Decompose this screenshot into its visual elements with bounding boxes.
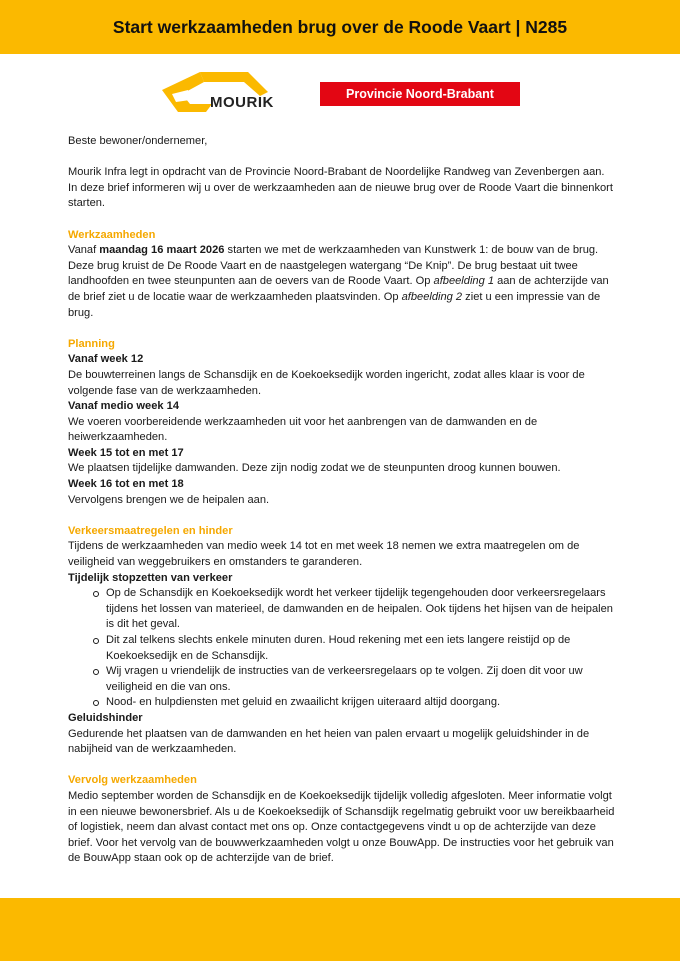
text-run: starten we met de werkzaamheden van Kunstwerk 1: de bouw van de brug. Deze brug kruist de De Roode Vaart en de naastgelegen watergang “De Knip”. De brug bestaat uit twee landhoofden en twee steunpunten aan de oevers van de Roode Vaart. Op [68, 244, 599, 288]
stopzetten-heading: Tijdelijk stopzetten van verkeer [68, 571, 233, 584]
mourik-logo-text: MOURIK [210, 94, 274, 111]
section-title-werkzaamheden: Werkzaamheden [68, 228, 156, 241]
afbeelding-2-ref: afbeelding 2 [401, 290, 463, 303]
header-bar [0, 0, 680, 54]
planning-text: We plaatsen tijdelijke damwanden. Deze zijn nodig zodat we de steunpunten droog kunnen bouwen. [68, 462, 561, 475]
planning-heading: Week 15 tot en met 17 [68, 446, 184, 459]
geluidshinder-heading: Geluidshinder [68, 711, 143, 724]
planning-heading: Week 16 tot en met 18 [68, 478, 184, 491]
planning-text: We voeren voorbereidende werkzaamheden uit voor het aanbrengen van de damwanden en de heiwerkzaamheden. [68, 415, 538, 444]
text-run: ziet u een impressie van de brug. [68, 290, 601, 319]
section-title-vervolg: Vervolg werkzaamheden [68, 774, 197, 787]
letter-body [68, 134, 616, 867]
bullet-item: Nood- en hulpdiensten met geluid en zwaailicht krijgen uiteraard altijd doorgang. [106, 695, 616, 711]
text-run: aan de achterzijde van de brief ziet u de locatie waar de werkzaamheden plaatsvinden. Op [68, 275, 609, 303]
planning-heading: Vanaf week 12 [68, 353, 144, 366]
page-title: Start werkzaamheden brug over de Roode Vaart | N285 [112, 16, 568, 37]
greeting: Beste bewoner/ondernemer, [68, 135, 208, 147]
bullet-item: Op de Schansdijk en Koekoeksedijk wordt het verkeer tijdelijk tegengehouden door verkeersregelaars tijdens het lossen van materieel, de damwanden en de heipalen. Ook tijdens het hijsen van de heipalen is dit het geval. [106, 586, 616, 633]
afbeelding-1-ref: afbeelding 1 [433, 275, 494, 288]
section-title-verkeer: Verkeersmaatregelen en hinder [68, 524, 233, 537]
verkeer-bullet-list [68, 586, 616, 711]
start-date: maandag 16 maart 2026 [99, 244, 225, 257]
bullet-item: Wij vragen u vriendelijk de instructies van de verkeersregelaars op te volgen. Zij doen dit voor uw veiligheid en die van ons. [106, 664, 616, 695]
geluidshinder-text: Gedurende het plaatsen van de damwanden en het heien van palen ervaart u mogelijk geluidshinder in de nabijheid van de werkzaamheden. [68, 727, 590, 756]
planning-text: De bouwterreinen langs de Schansdijk en de Koekoeksedijk worden ingericht, zodat alles klaar is voor de volgende fase van de werkzaamheden. [68, 368, 585, 397]
werkzaamheden-paragraph [68, 243, 616, 321]
footer-bar [0, 898, 680, 961]
intro-paragraph: Mourik Infra legt in opdracht van de Provincie Noord-Brabant de Noordelijke Randweg van Zevenbergen aan. In deze brief informeren wij u over de werkzaamheden aan de nieuwe brug over de Roode Vaart die binnenkort starten. [68, 166, 613, 210]
bullet-item: Dit zal telkens slechts enkele minuten duren. Houd rekening met een iets langere reistijd op de Koekoeksedijk en de Schansdijk. [106, 633, 616, 664]
planning-text: Vervolgens brengen we de heipalen aan. [68, 493, 270, 506]
verkeer-intro: Tijdens de werkzaamheden van medio week 14 tot en met week 18 nemen we extra maatregelen om de veiligheid van weggebruikers en omstanders te garanderen. [68, 540, 580, 569]
province-logo: Provincie Noord-Brabant [320, 82, 520, 106]
text-run: Vanaf [68, 244, 100, 257]
logo-row [0, 70, 680, 114]
section-title-planning: Planning [68, 337, 115, 350]
planning-heading: Vanaf medio week 14 [68, 400, 179, 413]
vervolg-paragraph: Medio september worden de Schansdijk en de Koekoeksedijk tijdelijk volledig afgesloten. Meer informatie volgt in een nieuwe bewonersbrief. Als u de Koekoeksedijk of Schansdijk regelmatig gebruikt voor uw bereikbaarheid of logistiek, neem dan alvast contact met ons op. Onze contactgegevens vindt u op de achterzijde van deze brief. Voor het vervolg van de bouwwerkzaamheden volgt u onze BouwApp. De instructies voor het gebruik van de BouwApp staan ook op de achterzijde van de brief. [68, 789, 615, 865]
